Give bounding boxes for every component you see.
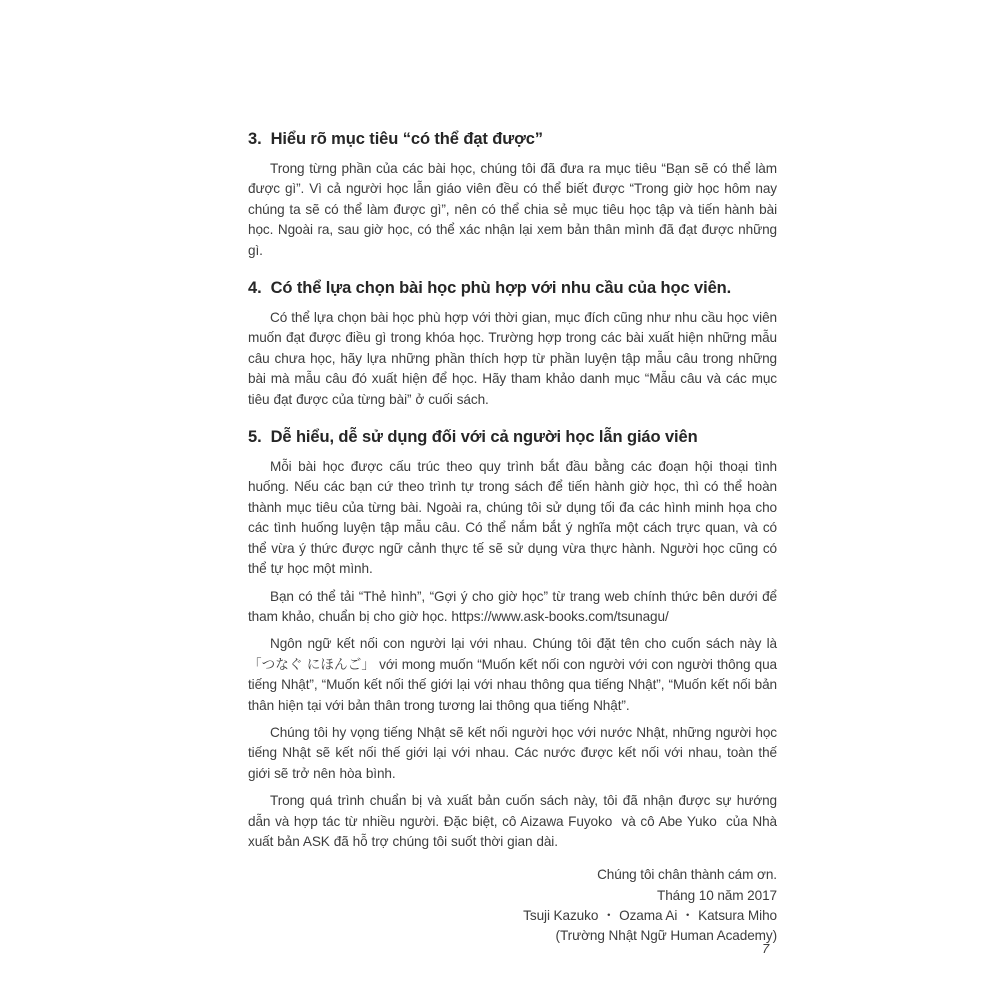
paragraph-with-url: Bạn có thể tải “Thẻ hình”, “Gợi ý cho giờ học” từ trang web chính thức bên dưới để tham khảo, chuẩn bị cho giờ học. https://www.ask-books.com/tsunagu/ bbox=[248, 588, 777, 624]
paragraph: Trong quá trình chuẩn bị và xuất bản cuốn sách này, tôi đã nhận được sự hướng dẫn và hợp tác từ nhiều người. Đặc biệt, cô Aizawa Fuyoko và cô Abe Yuko của Nhà xuất bản ASK đã hỗ trợ chúng tôi suốt thời gian dài. bbox=[248, 793, 777, 849]
section-title: Có thể lựa chọn bài học phù hợp với nhu cầu của học viên. bbox=[270, 279, 732, 298]
section-number: 5. bbox=[248, 428, 262, 447]
paragraph: Mỗi bài học được cấu trúc theo quy trình bắt đầu bằng các đoạn hội thoại tình huống. Nếu các bạn cứ theo trình tự trong sách để tiến hành giờ học, thì có thể hoàn thành mục tiêu của từng bài. Ngoài ra, chúng tôi sử dụng tối đa các hình minh họa cho các tình huống luyện tập mẫu câu. Có thể nắm bắt ý nghĩa một cách trực quan, và có thể vừa ý thức được ngữ cảnh thực tế sẽ sử dụng vừa thực hành. Người học cũng có thể tự học một mình. bbox=[248, 459, 777, 577]
section-heading-4 bbox=[248, 278, 777, 298]
paragraph: Trong từng phần của các bài học, chúng tôi đã đưa ra mục tiêu “Bạn sẽ có thể làm được gì”. Vì cả người học lẫn giáo viên đều có thể biết được “Trong giờ học hôm nay chúng ta sẽ có thể làm được gì”, nên có thể chia sẻ mục tiêu học tập và tiến hành bài học. Ngoài ra, sau giờ học, có thể xác nhận lại xem bản thân mình đã đạt được những gì. bbox=[248, 161, 777, 258]
closing-block bbox=[248, 865, 777, 946]
paragraph: Chúng tôi hy vọng tiếng Nhật sẽ kết nối người học với nước Nhật, những người học tiếng Nhật sẽ kết nối thế giới lại với nhau. Các nước được kết nối với nhau, toàn thế giới sẽ trở nên hòa bình. bbox=[248, 724, 777, 781]
section-title: Dễ hiểu, dễ sử dụng đối với cả người học lẫn giáo viên bbox=[270, 428, 698, 447]
closing-affiliation: (Trường Nhật Ngữ Human Academy) bbox=[555, 927, 777, 943]
closing-date: Tháng 10 năm 2017 bbox=[657, 887, 777, 903]
section-heading-3 bbox=[248, 129, 777, 149]
section-title: Hiểu rõ mục tiêu “có thể đạt được” bbox=[270, 130, 543, 148]
section-number: 3. bbox=[248, 130, 262, 148]
closing-thanks: Chúng tôi chân thành cám ơn. bbox=[597, 867, 777, 883]
section-number: 4. bbox=[248, 279, 262, 298]
paragraph: Có thể lựa chọn bài học phù hợp với thời gian, mục đích cũng như nhu cầu học viên muốn đạt được điều gì trong khóa học. Trường hợp trong các bài xuất hiện những mẫu câu chưa học, hãy lựa những phần thích hợp từ phần luyện tập mẫu câu trong những bài mà mẫu câu đó xuất hiện để học. Hãy tham khảo danh mục “Mẫu câu và các mục tiêu đạt được của từng bài” ở cuối sách. bbox=[248, 310, 777, 407]
closing-authors: Tsuji Kazuko ・ Ozama Ai ・ Katsura Miho bbox=[523, 907, 777, 923]
page-content bbox=[248, 112, 777, 946]
paragraph-with-japanese: Ngôn ngữ kết nối con người lại với nhau. Chúng tôi đặt tên cho cuốn sách này là 「つなぐ にほんご」 với mong muốn “Muốn kết nối con người với con người thông qua tiếng Nhật”, “Muốn kết nối thế giới lại với nhau thông qua tiếng Nhật”, “Muốn kết nối bản thân hiện tại với bản thân trong tương lai thông qua tiếng Nhật”. bbox=[248, 636, 777, 713]
page-number: 7 bbox=[762, 941, 770, 956]
section-heading-5 bbox=[248, 427, 777, 447]
